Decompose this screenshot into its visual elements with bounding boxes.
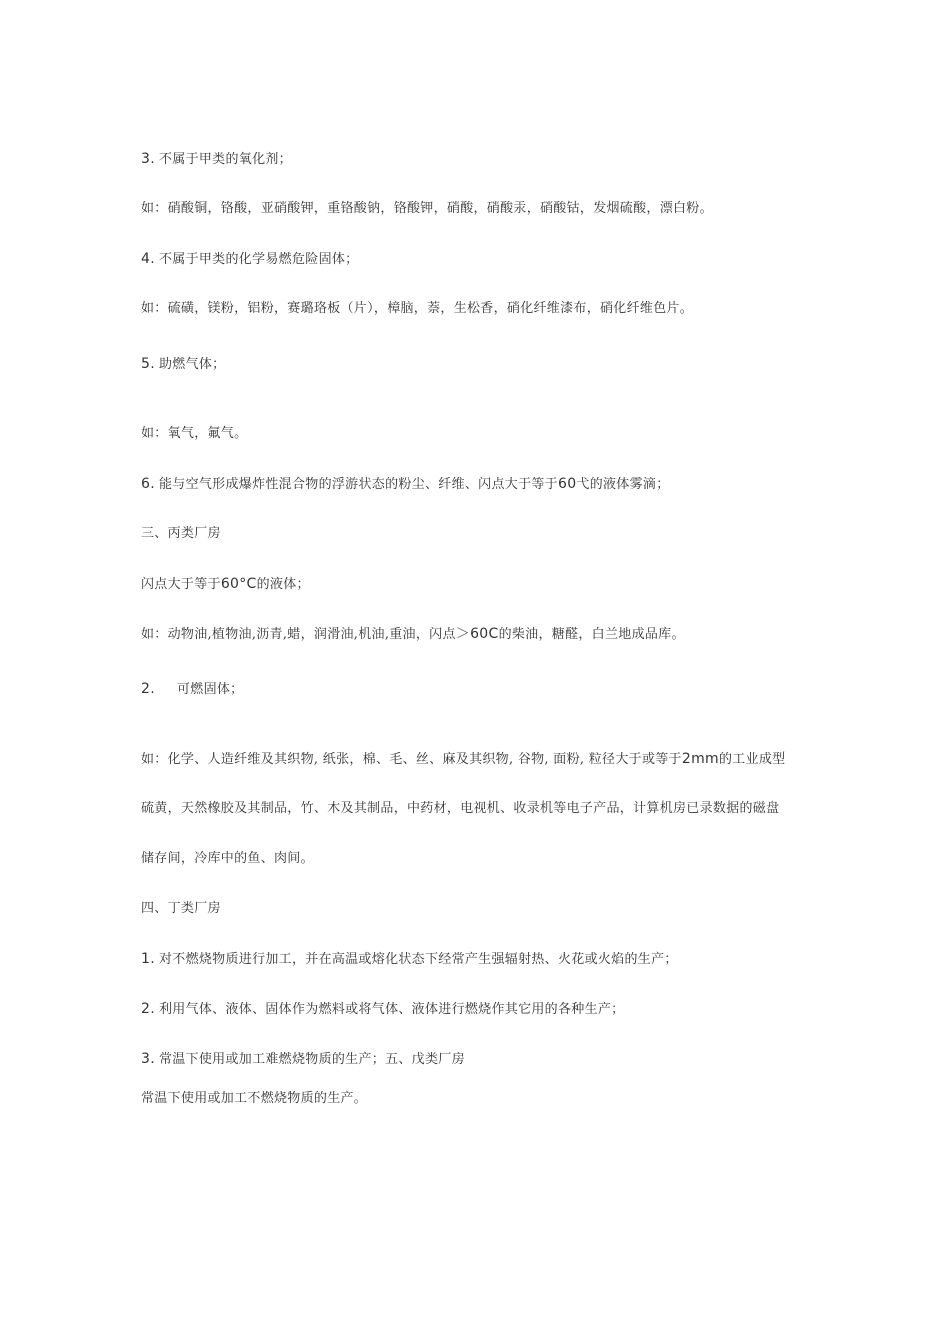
item-text: 助燃气体； [158, 357, 226, 372]
item-text: 不属于甲类的化学易燃危险固体； [158, 252, 359, 267]
item-text: 闪点大于等于 [141, 577, 221, 592]
item-c1-liquids [141, 575, 310, 594]
item-number: 2. [141, 1001, 155, 1017]
example-solids-line-3 [141, 850, 314, 868]
flash-point-value: 60 [557, 476, 577, 492]
item-text: 常温下使用或加工难燃烧物质的生产；五、戊类厂房 [158, 1052, 465, 1067]
example-solids-line-1 [141, 750, 785, 769]
example-oxidizers [141, 200, 713, 218]
item-text: 不属于甲类的氧化剂； [158, 152, 292, 167]
item-6-dust [141, 475, 670, 494]
item-text: 能与空气形成爆炸性混合物的浮游状态的粉尘、纤维、闪点大于等于 [158, 477, 558, 492]
example-liquids [141, 625, 685, 644]
example-text: 如：硝酸铜，铬酸，亚硝酸钾，重铬酸钠，铬酸钾，硝酸，硝酸汞，硝酸钴，发烟硫酸，漂白粉。 [141, 201, 713, 216]
section-c-heading [141, 525, 221, 543]
example-solids-line-2 [141, 800, 779, 818]
item-e1 [141, 1090, 367, 1108]
section-d-heading [141, 900, 221, 918]
item-text: 可燃固体； [176, 682, 244, 697]
item-text: 的液体； [256, 577, 310, 592]
item-number: 6. [141, 476, 155, 492]
section-title: 三、丙类厂房 [141, 526, 221, 541]
item-number: 4. [141, 251, 155, 267]
flash-point-value: ＞60C [455, 626, 499, 642]
item-number: 3. [141, 1051, 155, 1067]
example-text: 的柴油，糖醛，白兰地成品库。 [498, 627, 685, 642]
example-gases [141, 425, 247, 443]
item-text: 利用气体、液体、固体作为燃料或将气体、液体进行燃烧作其它用的各种生产； [158, 1002, 625, 1017]
item-d1 [141, 950, 678, 969]
item-text: 对不燃烧物质进行加工，并在高温或熔化状态下经常产生强辐射热、火花或火焰的生产； [158, 952, 678, 967]
example-text: 储存间，冷库中的鱼、肉间。 [141, 851, 314, 866]
item-3-oxidizer [141, 150, 292, 169]
item-4-flammable-solids [141, 250, 358, 269]
example-text: 如：化学、人造纤维及其织物, 纸张，棉、毛、丝、麻及其织物, 谷物, 面粉, 粒径大于或等于 [141, 752, 682, 767]
flash-point-value: 60°C [220, 576, 257, 592]
item-text: 常温下使用或加工不燃烧物质的生产。 [141, 1091, 368, 1106]
item-number: 5. [141, 356, 155, 372]
item-text: 弋的液体雾滴； [576, 477, 670, 492]
item-5-combustion-gas [141, 355, 225, 374]
example-text: 的工业成型 [718, 752, 786, 767]
example-flammable-solids [141, 300, 693, 318]
item-number: 1. [141, 951, 155, 967]
item-c2-solids [141, 680, 243, 699]
particle-size-value: 2mm [681, 751, 719, 767]
item-d2 [141, 1000, 624, 1019]
example-text: 硫黄，天然橡胶及其制品，竹、木及其制品，中药材，电视机、收录机等电子产品，计算机房已录数据的磁盘 [141, 801, 780, 816]
section-title: 四、丁类厂房 [141, 901, 221, 916]
example-text: 如：氧气，氟气。 [141, 426, 248, 441]
item-number: 3. [141, 151, 155, 167]
example-text: 如：硫磺，镁粉，铝粉，赛璐珞板（片），樟脑，萘，生松香，硝化纤维漆布，硝化纤维色片。 [141, 301, 694, 316]
item-number: 2. [141, 681, 155, 697]
item-d3 [141, 1050, 465, 1069]
example-text: 如：动物油,植物油,沥青,蜡，润滑油,机油,重油，闪点 [141, 627, 456, 642]
